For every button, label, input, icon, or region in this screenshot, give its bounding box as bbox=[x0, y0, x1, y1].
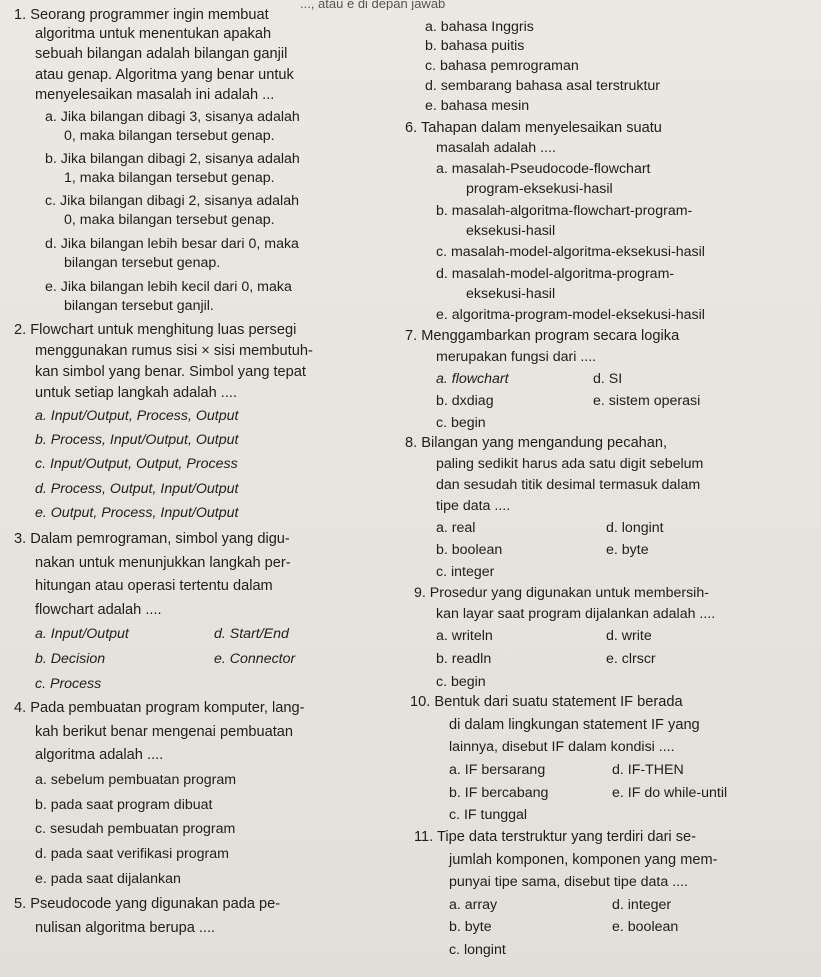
text-line: d. sembarang bahasa asal terstruktur bbox=[425, 78, 661, 94]
text-line: c. bahasa pemrograman bbox=[425, 58, 579, 74]
text-line: e. Jika bilangan lebih kecil dari 0, maka bbox=[45, 279, 292, 295]
text-line: merupakan fungsi dari .... bbox=[436, 349, 597, 365]
text-line: hitungan atau operasi tertentu dalam bbox=[35, 578, 273, 594]
text-line: dan sesudah titik desimal termasuk dalam bbox=[436, 477, 701, 493]
text-line: menggunakan rumus sisi × sisi membutuh- bbox=[35, 343, 313, 359]
text-line: nakan untuk menunjukkan langkah per- bbox=[35, 555, 291, 571]
text-line: b. masalah-algoritma-flowchart-program- bbox=[436, 203, 693, 219]
text-line: d. Jika bilangan lebih besar dari 0, maka bbox=[45, 236, 299, 252]
cut-off-top-text: ..., atau e di depan jawab bbox=[300, 0, 446, 10]
text-line: 10. Bentuk dari suatu statement IF berada bbox=[410, 694, 683, 710]
text-line: e. bahasa mesin bbox=[425, 98, 530, 114]
text-line: a. IF bersarang bbox=[449, 762, 546, 778]
text-line: 8. Bilangan yang mengandung pecahan, bbox=[405, 435, 668, 451]
text-line: b. pada saat program dibuat bbox=[35, 797, 213, 813]
text-line: e. Output, Process, Input/Output bbox=[35, 505, 239, 521]
text-line: eksekusi-hasil bbox=[466, 223, 556, 239]
text-line: d. Process, Output, Input/Output bbox=[35, 481, 239, 497]
text-line: e. algoritma-program-model-eksekusi-hasil bbox=[436, 307, 705, 323]
text-line: c. integer bbox=[436, 564, 495, 580]
text-line: sebuah bilangan adalah bilangan ganjil bbox=[35, 46, 288, 62]
text-line: 0, maka bilangan tersebut genap. bbox=[64, 128, 275, 144]
text-line: paling sedikit harus ada satu digit sebelum bbox=[436, 456, 704, 472]
text-line: d. write bbox=[606, 628, 652, 644]
text-line: e. byte bbox=[606, 542, 649, 558]
text-line: untuk setiap langkah adalah .... bbox=[35, 385, 238, 401]
text-line: d. SI bbox=[593, 371, 623, 387]
text-line: nulisan algoritma berupa .... bbox=[35, 920, 216, 936]
text-line: e. pada saat dijalankan bbox=[35, 871, 181, 887]
text-line: e. IF do while-until bbox=[612, 785, 728, 801]
text-line: c. longint bbox=[449, 942, 506, 958]
text-line: a. bahasa Inggris bbox=[425, 19, 534, 35]
text-line: bilangan tersebut genap. bbox=[64, 255, 221, 271]
text-line: 7. Menggambarkan program secara logika bbox=[405, 328, 680, 344]
text-line: c. Input/Output, Output, Process bbox=[35, 456, 238, 472]
text-line: bilangan tersebut ganjil. bbox=[64, 298, 214, 314]
text-line: c. begin bbox=[436, 415, 486, 431]
text-line: b. byte bbox=[449, 919, 492, 935]
text-line: 1. Seorang programmer ingin membuat bbox=[14, 7, 269, 23]
text-line: tipe data .... bbox=[436, 498, 511, 514]
text-line: b. dxdiag bbox=[436, 393, 494, 409]
text-line: menyelesaikan masalah ini adalah ... bbox=[35, 87, 275, 103]
text-line: algoritma adalah .... bbox=[35, 747, 164, 763]
text-line: masalah adalah .... bbox=[436, 140, 556, 156]
text-line: jumlah komponen, komponen yang mem- bbox=[449, 852, 718, 868]
text-line: algoritma untuk menentukan apakah bbox=[35, 26, 272, 42]
text-line: flowchart adalah .... bbox=[35, 602, 162, 618]
text-line: atau genap. Algoritma yang benar untuk bbox=[35, 67, 294, 83]
text-line: 6. Tahapan dalam menyelesaikan suatu bbox=[405, 120, 662, 136]
text-line: c. sesudah pembuatan program bbox=[35, 821, 236, 837]
text-line: c. Jika bilangan dibagi 2, sisanya adalah bbox=[45, 193, 299, 209]
text-line: program-eksekusi-hasil bbox=[466, 181, 613, 197]
text-line: c. IF tunggal bbox=[449, 807, 528, 823]
text-line: a. writeln bbox=[436, 628, 493, 644]
text-line: kah berikut benar mengenai pembuatan bbox=[35, 724, 293, 740]
text-line: eksekusi-hasil bbox=[466, 286, 556, 302]
text-line: a. Input/Output bbox=[35, 626, 129, 642]
text-line: d. longint bbox=[606, 520, 664, 536]
text-line: d. IF-THEN bbox=[612, 762, 684, 778]
text-line: kan layar saat program dijalankan adalah .... bbox=[436, 606, 716, 622]
text-line: 4. Pada pembuatan program komputer, lang- bbox=[14, 700, 305, 716]
text-line: 11. Tipe data terstruktur yang terdiri dari se- bbox=[414, 829, 697, 845]
text-line: b. boolean bbox=[436, 542, 503, 558]
text-line: di dalam lingkungan statement IF yang bbox=[449, 717, 700, 733]
text-line: b. Process, Input/Output, Output bbox=[35, 432, 239, 448]
text-line: b. readln bbox=[436, 651, 492, 667]
text-line: a. Input/Output, Process, Output bbox=[35, 408, 239, 424]
text-line: a. flowchart bbox=[436, 371, 509, 387]
text-line: 0, maka bilangan tersebut genap. bbox=[64, 212, 275, 228]
text-line: 9. Prosedur yang digunakan untuk membersih- bbox=[414, 585, 709, 601]
text-line: a. sebelum pembuatan program bbox=[35, 772, 237, 788]
text-line: b. IF bercabang bbox=[449, 785, 549, 801]
text-line: c. begin bbox=[436, 674, 486, 690]
text-line: b. bahasa puitis bbox=[425, 38, 525, 54]
text-line: 2. Flowchart untuk menghitung luas persegi bbox=[14, 322, 297, 338]
text-line: e. clrscr bbox=[606, 651, 656, 667]
text-line: a. array bbox=[449, 897, 498, 913]
text-line: c. masalah-model-algoritma-eksekusi-hasil bbox=[436, 244, 705, 260]
text-line: lainnya, disebut IF dalam kondisi .... bbox=[449, 739, 675, 755]
text-line: d. integer bbox=[612, 897, 672, 913]
text-line: b. Jika bilangan dibagi 2, sisanya adalah bbox=[45, 151, 300, 167]
text-line: e. sistem operasi bbox=[593, 393, 701, 409]
text-line: 5. Pseudocode yang digunakan pada pe- bbox=[14, 896, 281, 912]
text-line: c. Process bbox=[35, 676, 102, 692]
text-line: 3. Dalam pemrograman, simbol yang digu- bbox=[14, 531, 290, 547]
text-line: d. pada saat verifikasi program bbox=[35, 846, 229, 862]
text-line: d. masalah-model-algoritma-program- bbox=[436, 266, 675, 282]
text-line: kan simbol yang benar. Simbol yang tepat bbox=[35, 364, 306, 380]
text-line: e. boolean bbox=[612, 919, 679, 935]
text-line: d. Start/End bbox=[214, 626, 289, 642]
text-line: b. Decision bbox=[35, 651, 106, 667]
text-line: a. masalah-Pseudocode-flowchart bbox=[436, 161, 651, 177]
text-line: punyai tipe sama, disebut tipe data .... bbox=[449, 874, 688, 890]
text-line: a. real bbox=[436, 520, 476, 536]
text-line: 1, maka bilangan tersebut genap. bbox=[64, 170, 275, 186]
text-line: e. Connector bbox=[214, 651, 296, 667]
text-line: a. Jika bilangan dibagi 3, sisanya adalah bbox=[45, 109, 300, 125]
